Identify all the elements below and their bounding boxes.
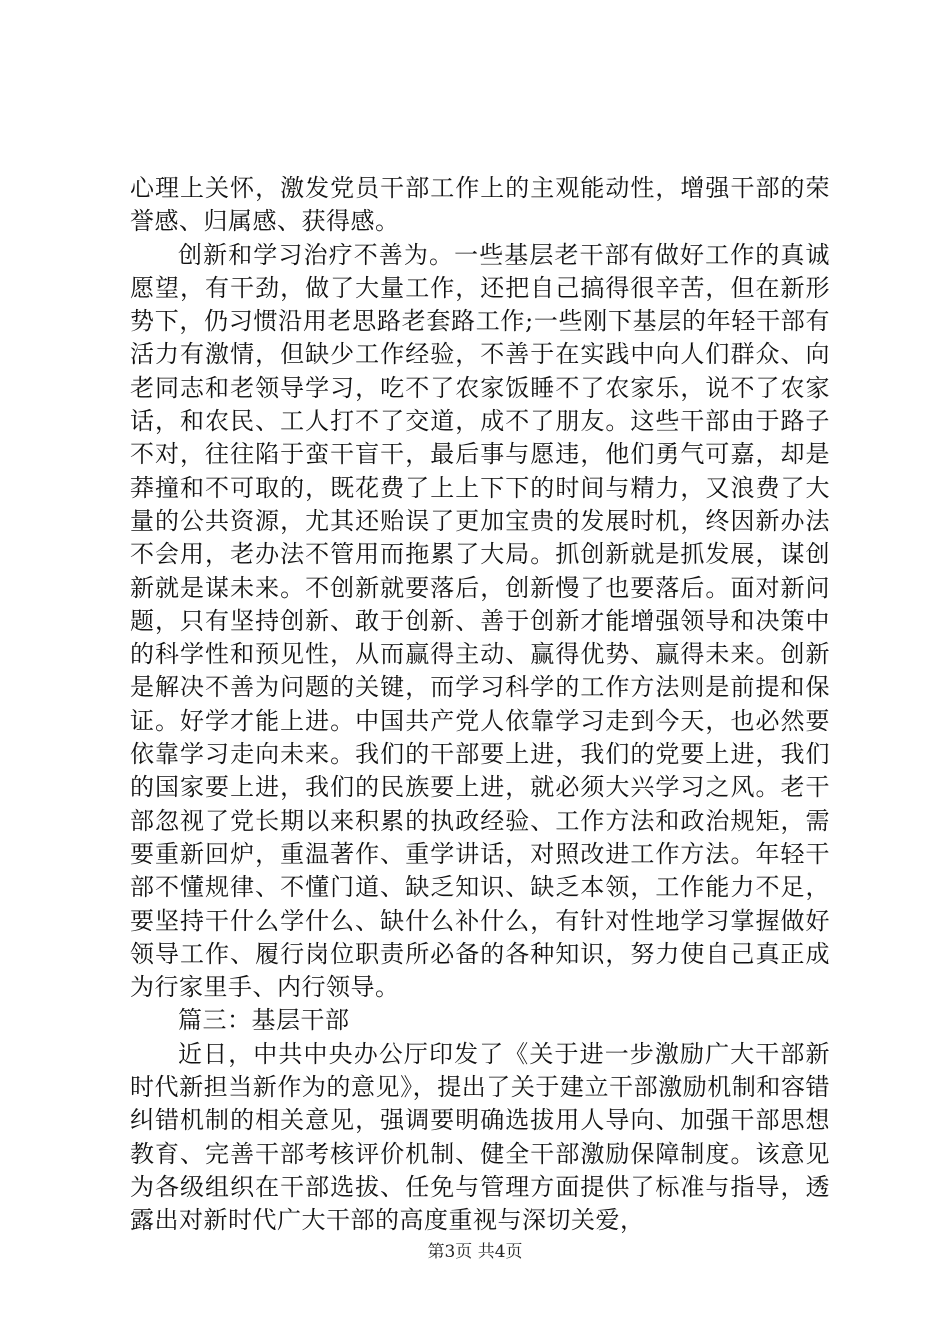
section-heading: 篇三：基层干部 [178, 1006, 350, 1035]
paragraph-recent-opinion: 近日，中共中央办公厅印发了《关于进一步激励广大干部新时代新担当新作为的意见》，提出了关于建立干部激励机制和容错纠错机制的相关意见，强调要明确选拔用人导向、加强干部思想教育、完善干部考核评价机制、健全干部激励保障制度。该意见为各级组织在干部选拔、任免与管理方面提供了标准与指导，透露出对新时代广大干部的高度重视与深切关爱， [130, 1039, 830, 1235]
page-footer: 第3页 共4页 [427, 1242, 523, 1262]
paragraph-innovation-learning: 创新和学习治疗不善为。一些基层老干部有做好工作的真诚愿望，有干劲，做了大量工作，还把自己搞得很辛苦，但在新形势下，仍习惯沿用老思路老套路工作;一些刚下基层的年轻干部有活力有激情，但缺少工作经验，不善于在实践中向人们群众、向老同志和老领导学习，吃不了农家饭睡不了农家乐，说不了农家话，和农民、工人打不了交道，成不了朋友。这些干部由于路子不对，往往陷于蛮干盲干，最后事与愿违，他们勇气可嘉，却是莽撞和不可取的，既花费了上上下下的时间与精力，又浪费了大量的公共资源，尤其还贻误了更加宝贵的发展时机，终因新办法不会用，老办法不管用而拖累了大局。抓创新就是抓发展，谋创新就是谋未来。不创新就要落后，创新慢了也要落后。面对新问题，只有坚持创新、敢于创新、善于创新才能增强领导和决策中的科学性和预见性，从而赢得主动、赢得优势、赢得未来。创新是解决不善为问题的关键，而学习科学的工作方法则是前提和保证。好学才能上进。中国共产党人依靠学习走到今天，也必然要依靠学习走向未来。我们的干部要上进，我们的党要上进，我们的国家要上进，我们的民族要上进，就必须大兴学习之风。老干部忽视了党长期以来积累的执政经验、工作方法和政治规矩，需要重新回炉，重温著作、重学讲话，对照改进工作方法。年轻干部不懂规律、不懂门道、缺乏知识、缺乏本领，工作能力不足，要坚持干什么学什么、缺什么补什么，有针对性地学习掌握做好领导工作、履行岗位职责所必备的各种知识，努力使自己真正成为行家里手、内行领导。 [130, 240, 830, 1002]
document-body [130, 172, 830, 1238]
paragraph-continuation: 心理上关怀，激发党员干部工作上的主观能动性，增强干部的荣誉感、归属感、获得感。 [130, 174, 830, 236]
